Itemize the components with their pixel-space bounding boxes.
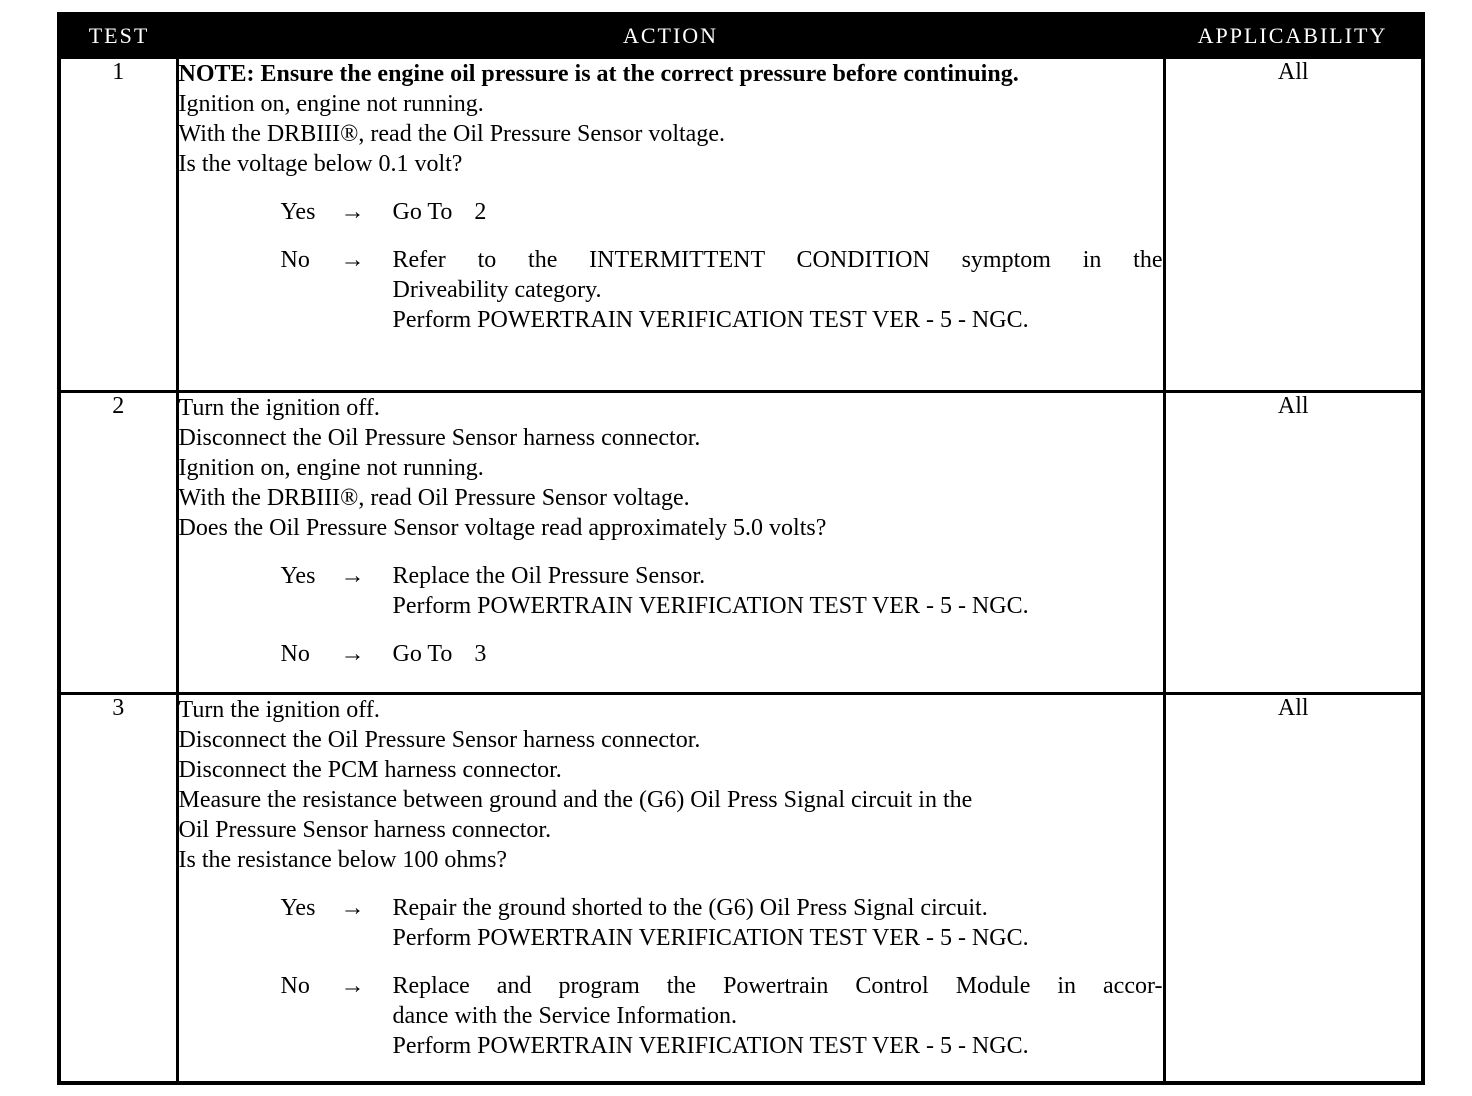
applicability-cell: All <box>1164 58 1423 392</box>
arrow-icon: → <box>340 641 365 667</box>
action-line: Oil Pressure Sensor harness connector. <box>178 817 552 843</box>
arrow-icon: → <box>340 199 365 225</box>
goto-number: 3 <box>474 641 487 667</box>
goto-text: Go To <box>392 641 453 667</box>
action-cell <box>177 694 1164 1084</box>
result-line: Replace the Oil Pressure Sensor. <box>392 563 706 589</box>
test-number: 1 <box>59 58 177 392</box>
header-applicability: APPLICABILITY <box>1164 14 1423 58</box>
goto-number: 2 <box>474 199 487 225</box>
no-answer <box>281 971 1163 1061</box>
no-result <box>393 971 1163 1061</box>
arrow-icon: → <box>340 973 365 999</box>
yes-answer <box>281 561 1163 621</box>
result-line: Perform POWERTRAIN VERIFICATION TEST VER - 5 - NGC. <box>392 1033 1029 1059</box>
yes-label: Yes <box>280 895 316 921</box>
applicability-cell: All <box>1164 392 1423 694</box>
test-number: 3 <box>59 694 177 1084</box>
yes-label: Yes <box>280 563 316 589</box>
no-label: No <box>280 973 310 999</box>
result-line: Repair the ground shorted to the (G6) Oil Press Signal circuit. <box>392 895 988 921</box>
action-line: Disconnect the Oil Pressure Sensor harness connector. <box>178 727 701 753</box>
no-label: No <box>280 247 310 273</box>
action-cell <box>177 392 1164 694</box>
goto-text: Go To <box>392 199 453 225</box>
action-cell <box>177 58 1164 392</box>
applicability-cell: All <box>1164 694 1423 1084</box>
result-line: Perform POWERTRAIN VERIFICATION TEST VER - 5 - NGC. <box>392 925 1029 951</box>
yes-result <box>393 197 1163 227</box>
no-answer <box>281 639 1163 669</box>
yes-result <box>393 561 1163 621</box>
table-header-row <box>59 14 1423 58</box>
action-line: Turn the ignition off. <box>178 395 380 421</box>
table-row <box>59 694 1423 1084</box>
no-answer <box>281 245 1163 335</box>
action-line: Disconnect the Oil Pressure Sensor harness connector. <box>178 425 701 451</box>
yes-answer <box>281 197 1163 227</box>
no-result <box>393 245 1163 335</box>
result-line: Driveability category. <box>392 277 602 303</box>
action-line: Disconnect the PCM harness connector. <box>178 757 562 783</box>
diagnostic-test-table <box>57 12 1425 1085</box>
action-line: With the DRBIII®, read Oil Pressure Sensor voltage. <box>178 485 690 511</box>
yes-answer <box>281 893 1163 953</box>
result-line: Perform POWERTRAIN VERIFICATION TEST VER - 5 - NGC. <box>392 593 1029 619</box>
action-line: Measure the resistance between ground and the (G6) Oil Press Signal circuit in the <box>178 787 973 813</box>
action-line: Ignition on, engine not running. <box>178 91 484 117</box>
yes-result <box>393 893 1163 953</box>
arrow-icon: → <box>340 563 365 589</box>
action-line: Ignition on, engine not running. <box>178 455 484 481</box>
action-line: Does the Oil Pressure Sensor voltage read approximately 5.0 volts? <box>178 515 827 541</box>
header-test: TEST <box>59 14 177 58</box>
note-text: NOTE: Ensure the engine oil pressure is at the correct pressure before continuing. <box>178 61 1019 87</box>
result-line: Replace and program the Powertrain Control Module in accor- <box>392 973 1163 999</box>
arrow-icon: → <box>340 247 365 273</box>
action-line: Turn the ignition off. <box>178 697 380 723</box>
result-line: dance with the Service Information. <box>392 1003 738 1029</box>
header-action: ACTION <box>177 14 1164 58</box>
action-line: With the DRBIII®, read the Oil Pressure Sensor voltage. <box>178 121 725 147</box>
result-line: Perform POWERTRAIN VERIFICATION TEST VER - 5 - NGC. <box>392 307 1029 333</box>
no-result <box>393 639 1163 669</box>
table-row <box>59 392 1423 694</box>
no-label: No <box>280 641 310 667</box>
test-number: 2 <box>59 392 177 694</box>
arrow-icon: → <box>340 895 365 921</box>
table-row <box>59 58 1423 392</box>
action-line: Is the resistance below 100 ohms? <box>178 847 508 873</box>
yes-label: Yes <box>280 199 316 225</box>
result-line: Refer to the INTERMITTENT CONDITION symptom in the <box>392 247 1163 273</box>
action-line: Is the voltage below 0.1 volt? <box>178 151 463 177</box>
